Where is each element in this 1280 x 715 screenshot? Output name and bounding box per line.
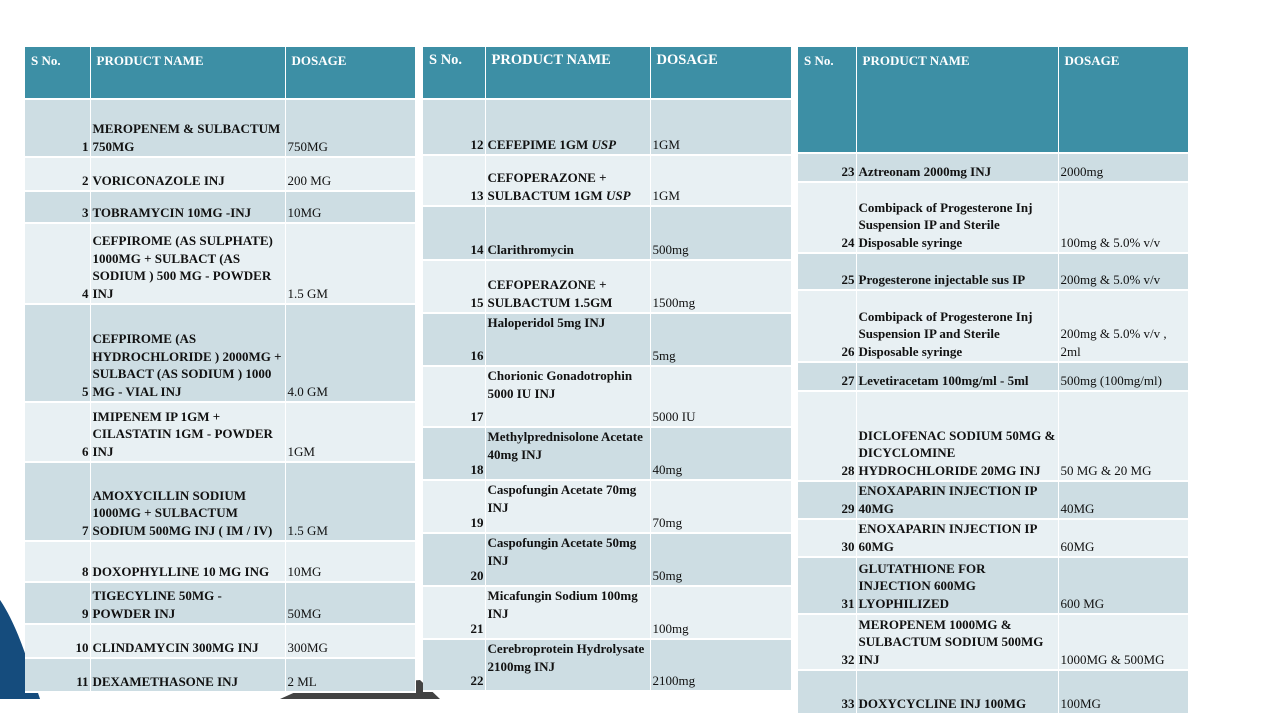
table-row: [25, 582, 415, 624]
row-sno: 23: [798, 153, 856, 182]
usp-mark: USP: [591, 136, 617, 152]
row-product: Chorionic Gonadotrophin 5000 IU INJ: [485, 366, 650, 427]
table-row: [798, 481, 1188, 519]
row-sno: 29: [798, 481, 856, 519]
row-product: CEFPIROME (AS HYDROCHLORIDE ) 2000MG + SULBACT (AS SODIUM ) 1000 MG - VIAL INJ: [90, 304, 285, 402]
row-product: Progesterone injectable sus IP: [856, 253, 1058, 290]
product-table-2: [423, 47, 792, 692]
table-row: [423, 260, 791, 313]
table-row: [25, 541, 415, 582]
row-product: MEROPENEM & SULBACTUM 750MG: [90, 99, 285, 157]
header-product: PRODUCT NAME: [856, 47, 1058, 153]
table-row: [25, 402, 415, 462]
row-product: CEFPIROME (AS SULPHATE) 1000MG + SULBACT (AS SODIUM ) 500 MG - POWDER INJ: [90, 223, 285, 304]
row-sno: 26: [798, 290, 856, 362]
row-dosage: 40MG: [1058, 481, 1188, 519]
row-sno: 9: [25, 582, 90, 624]
table-row: [423, 313, 791, 366]
table-row: [798, 519, 1188, 557]
row-dosage: 600 MG: [1058, 557, 1188, 614]
row-product: VORICONAZOLE INJ: [90, 157, 285, 191]
row-dosage: 200 MG: [285, 157, 415, 191]
table-row: [25, 304, 415, 402]
row-sno: 13: [423, 155, 485, 206]
row-dosage: 2000mg: [1058, 153, 1188, 182]
usp-mark: USP: [605, 187, 631, 203]
row-dosage: 300MG: [285, 624, 415, 658]
table-row: [25, 223, 415, 304]
table-row: [798, 391, 1188, 481]
row-sno: 6: [25, 402, 90, 462]
table-row: [423, 99, 791, 155]
product-name: CEFEPIME 1GM: [487, 136, 589, 152]
row-dosage: 200mg & 5.0% v/v: [1058, 253, 1188, 290]
table-row: [798, 290, 1188, 362]
row-sno: 3: [25, 191, 90, 223]
row-dosage: 2100mg: [650, 639, 791, 691]
row-product: Aztreonam 2000mg INJ: [856, 153, 1058, 182]
table-row: [423, 366, 791, 427]
row-product: MEROPENEM 1000MG & SULBACTUM SODIUM 500MG INJ: [856, 614, 1058, 670]
row-sno: 18: [423, 427, 485, 480]
row-sno: 19: [423, 480, 485, 533]
row-sno: 31: [798, 557, 856, 614]
row-sno: 10: [25, 624, 90, 658]
table-row: [798, 253, 1188, 290]
table-row: [798, 670, 1188, 714]
row-sno: 25: [798, 253, 856, 290]
row-product: DICLOFENAC SODIUM 50MG & DICYCLOMINE HYDROCHLORIDE 20MG INJ: [856, 391, 1058, 481]
row-dosage: 40mg: [650, 427, 791, 480]
row-sno: 11: [25, 658, 90, 692]
row-sno: 15: [423, 260, 485, 313]
row-sno: 4: [25, 223, 90, 304]
row-sno: 17: [423, 366, 485, 427]
table-row: [798, 182, 1188, 253]
row-sno: 21: [423, 586, 485, 639]
row-dosage: 2 ML: [285, 658, 415, 692]
row-product: Haloperidol 5mg INJ: [485, 313, 650, 366]
row-sno: 32: [798, 614, 856, 670]
header-product: PRODUCT NAME: [485, 47, 650, 99]
row-dosage: 1GM: [650, 155, 791, 206]
row-product: CEFOPERAZONE + SULBACTUM 1.5GM: [485, 260, 650, 313]
row-dosage: 70mg: [650, 480, 791, 533]
row-product: Caspofungin Acetate 50mg INJ: [485, 533, 650, 586]
product-table-1: [25, 47, 416, 693]
row-product: DOXOPHYLLINE 10 MG ING: [90, 541, 285, 582]
row-dosage: 50mg: [650, 533, 791, 586]
row-product: Cerebroprotein Hydrolysate 2100mg INJ: [485, 639, 650, 691]
row-product: Clarithromycin: [485, 206, 650, 260]
row-sno: 14: [423, 206, 485, 260]
table-row: [423, 155, 791, 206]
table-row: [423, 586, 791, 639]
row-product: Combipack of Progesterone Inj Suspension IP and Sterile Disposable syringe: [856, 290, 1058, 362]
row-dosage: 500mg (100mg/ml): [1058, 362, 1188, 391]
row-sno: 5: [25, 304, 90, 402]
row-product: TOBRAMYCIN 10MG -INJ: [90, 191, 285, 223]
row-sno: 8: [25, 541, 90, 582]
row-dosage: 5mg: [650, 313, 791, 366]
row-product: Methylprednisolone Acetate 40mg INJ: [485, 427, 650, 480]
row-product: AMOXYCILLIN SODIUM 1000MG + SULBACTUM SODIUM 500MG INJ ( IM / IV): [90, 462, 285, 541]
row-sno: 2: [25, 157, 90, 191]
table-row: [798, 557, 1188, 614]
row-sno: 22: [423, 639, 485, 691]
row-dosage: 1.5 GM: [285, 462, 415, 541]
row-product: CLINDAMYCIN 300MG INJ: [90, 624, 285, 658]
table-row: [423, 206, 791, 260]
row-product: Micafungin Sodium 100mg INJ: [485, 586, 650, 639]
table-row: [423, 427, 791, 480]
row-sno: 24: [798, 182, 856, 253]
row-product: TIGECYLINE 50MG - POWDER INJ: [90, 582, 285, 624]
table-row: [25, 658, 415, 692]
row-product: ENOXAPARIN INJECTION IP 60MG: [856, 519, 1058, 557]
row-product: Caspofungin Acetate 70mg INJ: [485, 480, 650, 533]
row-dosage: 50 MG & 20 MG: [1058, 391, 1188, 481]
row-dosage: 500mg: [650, 206, 791, 260]
header-product: PRODUCT NAME: [90, 47, 285, 99]
table-row: [798, 153, 1188, 182]
table-row: [423, 533, 791, 586]
row-dosage: 50MG: [285, 582, 415, 624]
row-sno: 30: [798, 519, 856, 557]
table-row: [25, 624, 415, 658]
row-dosage: 100mg: [650, 586, 791, 639]
table-row: [798, 614, 1188, 670]
row-sno: 33: [798, 670, 856, 714]
row-sno: 20: [423, 533, 485, 586]
row-sno: 12: [423, 99, 485, 155]
row-dosage: 4.0 GM: [285, 304, 415, 402]
row-dosage: 750MG: [285, 99, 415, 157]
table-row: [25, 157, 415, 191]
row-dosage: 1000MG & 500MG: [1058, 614, 1188, 670]
row-product: [485, 99, 650, 155]
row-dosage: 1500mg: [650, 260, 791, 313]
row-dosage: 100mg & 5.0% v/v: [1058, 182, 1188, 253]
row-dosage: 1GM: [285, 402, 415, 462]
row-dosage: 1.5 GM: [285, 223, 415, 304]
row-product: Combipack of Progesterone Inj Suspension IP and Sterile Disposable syringe: [856, 182, 1058, 253]
row-product: GLUTATHIONE FOR INJECTION 600MG LYOPHILIZED: [856, 557, 1058, 614]
row-sno: 7: [25, 462, 90, 541]
header-sno: S No.: [423, 47, 485, 99]
row-sno: 28: [798, 391, 856, 481]
product-table-3: [798, 47, 1189, 715]
header-dosage: DOSAGE: [1058, 47, 1188, 153]
row-dosage: 1GM: [650, 99, 791, 155]
row-dosage: 5000 IU: [650, 366, 791, 427]
row-product: DEXAMETHASONE INJ: [90, 658, 285, 692]
row-dosage: 10MG: [285, 191, 415, 223]
row-dosage: 200mg & 5.0% v/v , 2ml: [1058, 290, 1188, 362]
header-dosage: DOSAGE: [285, 47, 415, 99]
row-product: DOXYCYCLINE INJ 100MG: [856, 670, 1058, 714]
row-sno: 16: [423, 313, 485, 366]
table-row: [423, 639, 791, 691]
table-row: [25, 191, 415, 223]
row-dosage: 60MG: [1058, 519, 1188, 557]
row-sno: 1: [25, 99, 90, 157]
product-name: CEFOPERAZONE + SULBACTUM 1GM: [487, 170, 607, 203]
row-dosage: 100MG: [1058, 670, 1188, 714]
header-dosage: DOSAGE: [650, 47, 791, 99]
row-dosage: 10MG: [285, 541, 415, 582]
table-row: [423, 480, 791, 533]
header-sno: S No.: [25, 47, 90, 99]
table-row: [25, 462, 415, 541]
row-product: Levetiracetam 100mg/ml - 5ml: [856, 362, 1058, 391]
row-product: ENOXAPARIN INJECTION IP 40MG: [856, 481, 1058, 519]
table-row: [25, 99, 415, 157]
row-sno: 27: [798, 362, 856, 391]
row-product: IMIPENEM IP 1GM + CILASTATIN 1GM - POWDER INJ: [90, 402, 285, 462]
header-sno: S No.: [798, 47, 856, 153]
row-product: [485, 155, 650, 206]
table-row: [798, 362, 1188, 391]
